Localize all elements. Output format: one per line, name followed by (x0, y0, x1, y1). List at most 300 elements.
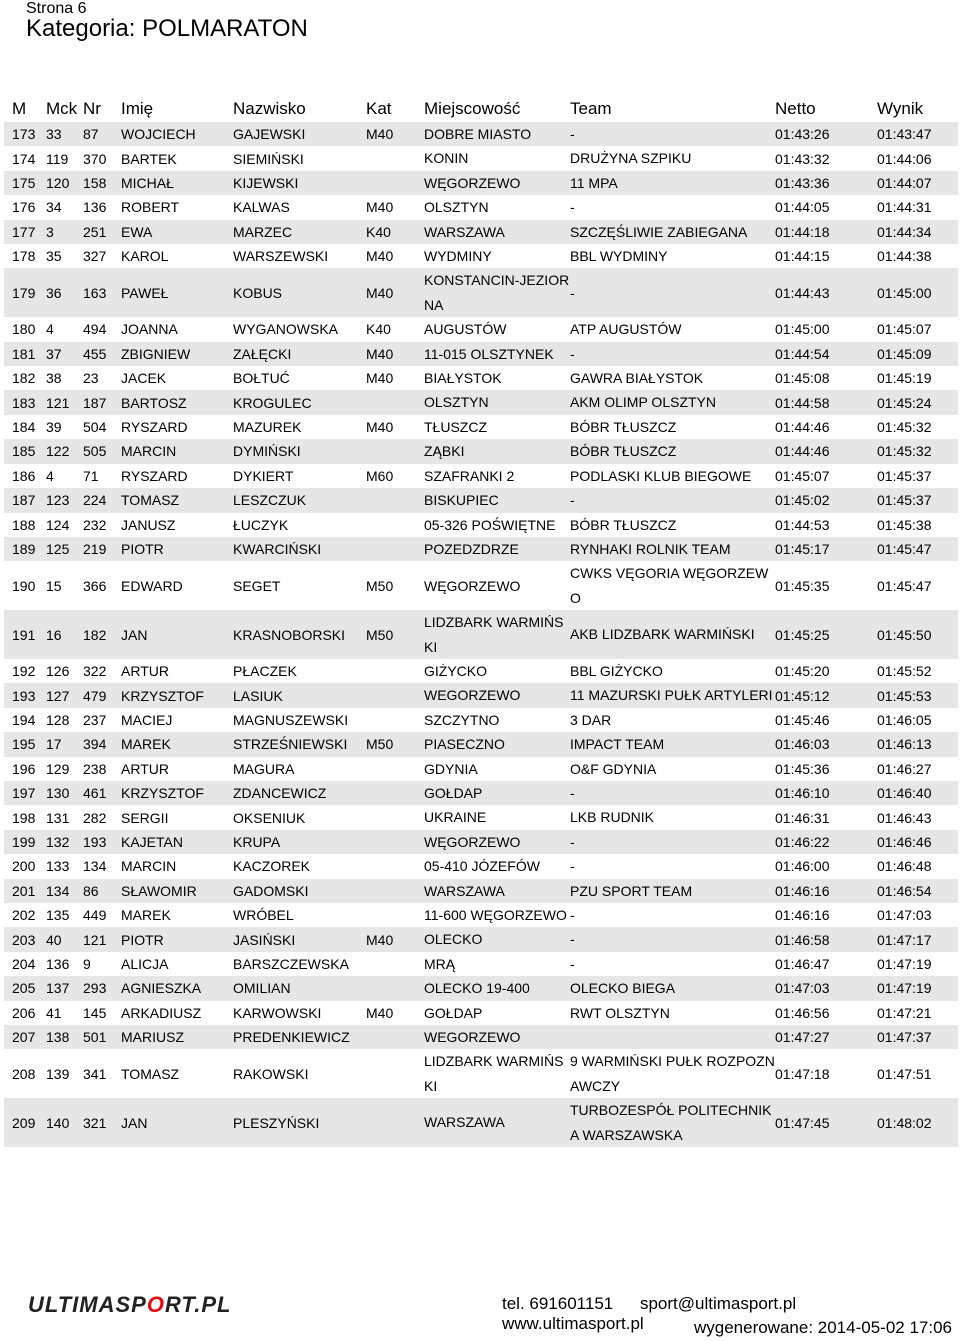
table-cell: 126 (46, 663, 70, 680)
column-header: Nr (83, 99, 101, 118)
table-cell: WYDMINY (424, 248, 492, 265)
table-cell: DRUŻYNA SZPIKU (570, 150, 692, 167)
table-cell (366, 1098, 424, 1147)
table-cell: M40 (366, 927, 424, 951)
table-cell: 01:47:45 (775, 1098, 877, 1147)
table-cell: 134 (46, 879, 83, 903)
table-cell: POZEDZDRZE (424, 537, 570, 561)
table-cell: MAZUREK (233, 419, 302, 436)
table-cell: KONSTANCIN-JEZIORNA (424, 268, 570, 317)
table-cell: WARSZAWA (424, 220, 570, 244)
table-cell: 01:47:37 (877, 1025, 958, 1049)
table-cell: 461 (83, 781, 121, 805)
table-cell: 01:45:36 (775, 760, 830, 777)
table-cell: 01:43:36 (775, 171, 877, 195)
table-cell: 01:45:37 (877, 467, 932, 484)
table-cell: 41 (46, 1004, 62, 1021)
table-cell: 200 (12, 858, 36, 875)
table-row (4, 830, 958, 854)
table-cell: 40 (46, 927, 83, 951)
table-row (4, 708, 958, 732)
table-cell: 01:46:40 (877, 781, 958, 805)
table-cell (366, 903, 424, 927)
table-cell: 01:46:46 (877, 830, 958, 854)
table-cell: LIDZBARK WARMIŃSKI (424, 1053, 564, 1094)
table-cell: 9 (83, 956, 91, 973)
table-cell: 23 (83, 370, 99, 387)
table-cell: 139 (46, 1065, 70, 1082)
table-cell: JOANNA (121, 321, 178, 338)
table-cell: MACIEJ (121, 711, 173, 728)
table-cell: 134 (83, 858, 107, 875)
table-cell: PIOTR (121, 537, 233, 561)
table-cell: 322 (83, 663, 107, 680)
table-cell: 11 MPA (570, 171, 775, 195)
table-cell (366, 1049, 424, 1098)
table-row (4, 903, 958, 927)
table-cell: 01:44:18 (775, 220, 877, 244)
table-cell: 321 (83, 1098, 121, 1147)
table-cell: 01:45:20 (775, 663, 830, 680)
table-cell (366, 1025, 424, 1049)
table-cell: KRUPA (233, 830, 366, 854)
table-cell: RYSZARD (121, 467, 188, 484)
table-cell: LESZCZUK (233, 488, 366, 512)
table-row (4, 195, 958, 219)
table-cell: 01:47:03 (775, 976, 877, 1000)
table-cell: MAREK (121, 732, 233, 756)
table-cell: M50 (366, 577, 394, 594)
table-cell (366, 390, 424, 414)
table-cell: KACZOREK (233, 858, 311, 875)
table-cell: TOMASZ (121, 1065, 180, 1082)
table-cell: 219 (83, 537, 121, 561)
table-cell: PAWEŁ (121, 268, 233, 317)
table-cell: PZU SPORT TEAM (570, 879, 775, 903)
table-cell: - (570, 199, 575, 216)
table-cell: 198 (12, 809, 36, 826)
table-cell (366, 976, 424, 1000)
table-cell: 120 (46, 171, 83, 195)
table-row (4, 927, 958, 951)
table-cell: WRÓBEL (233, 907, 294, 924)
table-cell (366, 146, 424, 170)
table-row (4, 342, 958, 366)
table-cell: 01:44:46 (775, 439, 877, 463)
table-row (4, 488, 958, 512)
table-cell: AUGUSTÓW (424, 321, 507, 338)
table-cell: 01:46:13 (877, 732, 958, 756)
table-cell: KRASNOBORSKI (233, 610, 366, 659)
table-cell: 01:45:53 (877, 683, 958, 707)
table-cell: GOŁDAP (424, 781, 570, 805)
table-row (4, 976, 958, 1000)
table-cell: 187 (83, 390, 121, 414)
page-number: Strona 6 (26, 0, 87, 17)
table-cell: TOMASZ (121, 488, 233, 512)
table-cell: 192 (12, 663, 36, 680)
table-cell: 193 (4, 683, 46, 707)
table-row (4, 464, 958, 488)
table-cell: AKB LIDZBARK WARMIŃSKI (570, 610, 775, 659)
table-cell: M40 (366, 419, 394, 436)
table-cell: 370 (83, 150, 107, 167)
table-cell: 479 (83, 683, 121, 707)
table-cell: MRĄ (424, 955, 456, 972)
table-cell: BÓBR TŁUSZCZ (570, 516, 677, 533)
table-cell: GIŻYCKO (424, 662, 488, 679)
table-cell: 87 (83, 122, 121, 146)
table-cell: WEGORZEWO (424, 683, 570, 707)
table-cell: ZBIGNIEW (121, 342, 233, 366)
column-header: Kat (366, 99, 392, 118)
table-row (4, 220, 958, 244)
table-cell: STRZEŚNIEWSKI (233, 732, 366, 756)
table-cell: 01:46:58 (775, 927, 877, 951)
table-cell: KAROL (121, 248, 169, 265)
table-cell: 176 (12, 199, 36, 216)
table-cell: SIEMIŃSKI (233, 150, 304, 167)
column-header: Mck (46, 99, 78, 118)
table-cell: 208 (12, 1065, 36, 1082)
table-row (4, 854, 958, 878)
table-cell: 195 (4, 732, 46, 756)
ultimasport-logo: ULTIMASPORT.PL (28, 1292, 232, 1317)
table-cell: 207 (4, 1025, 46, 1049)
table-row (4, 1001, 958, 1025)
table-cell: 196 (12, 760, 36, 777)
table-cell: IMPACT TEAM (570, 732, 775, 756)
table-cell: 145 (83, 1004, 107, 1021)
table-cell: 202 (12, 907, 36, 924)
table-cell: ATP AUGUSTÓW (570, 321, 682, 338)
table-cell: 01:45:46 (775, 711, 830, 728)
table-cell: BOŁTUĆ (233, 370, 290, 387)
website-link[interactable]: www.ultimasport.pl (502, 1314, 644, 1333)
table-cell: 01:47:21 (877, 1004, 932, 1021)
table-cell: ŁUCZYK (233, 516, 289, 533)
table-cell: KROGULEC (233, 390, 366, 414)
table-cell: 01:45:50 (877, 610, 958, 659)
table-cell: 38 (46, 370, 62, 387)
table-cell: SERGII (121, 809, 169, 826)
table-cell: - (570, 781, 775, 805)
column-header: Nazwisko (233, 99, 306, 118)
phone: tel. 691601151 (502, 1294, 614, 1313)
table-cell: OLECKO (424, 927, 570, 951)
table-cell: EDWARD (121, 577, 183, 594)
table-cell: SEGET (233, 577, 281, 594)
table-row (4, 122, 958, 146)
table-row (4, 805, 958, 829)
table-cell: 136 (46, 956, 70, 973)
table-cell: 206 (12, 1004, 36, 1021)
table-cell: 01:47:17 (877, 927, 958, 951)
table-cell: PREDENKIEWICZ (233, 1025, 366, 1049)
table-cell: 01:45:12 (775, 683, 877, 707)
table-cell: MAGNUSZEWSKI (233, 711, 349, 728)
table-cell: 293 (83, 976, 121, 1000)
table-cell: DYMIŃSKI (233, 439, 366, 463)
column-header: Miejscowość (424, 99, 521, 118)
table-cell: 01:45:17 (775, 537, 877, 561)
table-cell: KONIN (424, 150, 469, 167)
table-cell (366, 854, 424, 878)
table-cell: BIAŁYSTOK (424, 370, 502, 387)
table-cell: 01:47:18 (775, 1065, 830, 1082)
table-cell: M60 (366, 467, 394, 484)
table-cell: WĘGORZEWO (424, 171, 570, 195)
table-cell (366, 683, 424, 707)
table-cell (366, 805, 424, 829)
table-cell: M40 (366, 248, 394, 265)
table-cell: 173 (4, 122, 46, 146)
table-cell: 232 (83, 516, 107, 533)
table-cell (366, 708, 424, 732)
table-cell: ROBERT (121, 199, 180, 216)
table-cell: M40 (366, 199, 394, 216)
table-cell: 137 (46, 976, 83, 1000)
table-cell: 01:44:15 (775, 248, 830, 265)
table-cell: 190 (12, 577, 36, 594)
table-cell: 01:45:00 (775, 321, 830, 338)
table-cell: 505 (83, 439, 121, 463)
table-cell: OLECKO 19-400 (424, 976, 570, 1000)
table-cell: 121 (46, 390, 83, 414)
table-row (4, 952, 958, 976)
table-cell: OLSZTYN (424, 390, 570, 414)
table-cell: 33 (46, 122, 83, 146)
table-row (4, 879, 958, 903)
table-cell: 501 (83, 1025, 121, 1049)
table-cell: ZDANCEWICZ (233, 781, 366, 805)
table-cell: WARSZAWA (424, 879, 570, 903)
email-link[interactable]: sport@ultimasport.pl (639, 1294, 797, 1313)
table-cell: 01:45:08 (775, 370, 830, 387)
table-cell: 180 (12, 321, 36, 338)
table-cell: 01:47:19 (877, 956, 932, 973)
table-cell: CWKS VĘGORIA WĘGORZEWO (570, 565, 769, 606)
table-cell: 01:47:19 (877, 976, 958, 1000)
table-cell: 182 (12, 370, 36, 387)
table-cell: M50 (366, 610, 424, 659)
table-cell: 193 (83, 830, 121, 854)
table-cell: MAREK (121, 907, 171, 924)
table-cell (366, 659, 424, 683)
table-cell: 237 (83, 711, 107, 728)
table-cell: GAWRA BIAŁYSTOK (570, 370, 704, 387)
table-cell: 01:44:06 (877, 150, 932, 167)
table-cell (366, 879, 424, 903)
table-cell: M40 (366, 370, 394, 387)
table-cell: 01:45:09 (877, 342, 958, 366)
table-row (4, 390, 958, 414)
table-cell: 133 (46, 858, 70, 875)
table-cell: BÓBR TŁUSZCZ (570, 439, 775, 463)
table-cell: 119 (46, 150, 69, 167)
table-cell: 203 (4, 927, 46, 951)
table-cell: 01:45:47 (877, 537, 958, 561)
table-cell: 177 (4, 220, 46, 244)
table-cell: MARCIN (121, 439, 233, 463)
table-cell: 121 (83, 927, 121, 951)
table-cell: 127 (46, 683, 83, 707)
table-cell: 01:44:34 (877, 220, 958, 244)
table-cell: 01:46:03 (775, 732, 877, 756)
table-cell: 3 DAR (570, 711, 612, 728)
table-cell: 4 (46, 467, 54, 484)
table-cell: 01:44:53 (775, 516, 830, 533)
table-cell: 01:45:38 (877, 516, 932, 533)
table-cell: KIJEWSKI (233, 171, 366, 195)
table-cell: WEGORZEWO (424, 1025, 570, 1049)
table-cell: BBL GIŻYCKO (570, 662, 663, 679)
table-cell: KALWAS (233, 199, 290, 216)
table-cell: BARTEK (121, 150, 177, 167)
table-cell: 01:47:03 (877, 907, 932, 924)
table-row (4, 781, 958, 805)
table-cell: ARKADIUSZ (121, 1004, 202, 1021)
table-cell: 01:44:43 (775, 268, 877, 317)
column-header: Team (570, 99, 612, 118)
table-cell: 128 (46, 711, 70, 728)
table-cell (570, 1025, 775, 1049)
table-cell: 01:45:19 (877, 370, 932, 387)
table-cell: O&F GDYNIA (570, 760, 657, 777)
table-cell: 01:44:31 (877, 199, 932, 216)
generated-timestamp: wygenerowane: 2014-05-02 17:06 (693, 1318, 952, 1337)
table-cell: GOŁDAP (424, 1004, 483, 1021)
table-cell: 185 (4, 439, 46, 463)
table-cell: MARZEC (233, 220, 366, 244)
table-cell: 163 (83, 268, 121, 317)
table-cell: RYNHAKI ROLNIK TEAM (570, 537, 775, 561)
table-cell: 504 (83, 419, 107, 436)
table-cell: 135 (46, 907, 70, 924)
table-cell: JASIŃSKI (233, 927, 366, 951)
table-cell: SZCZYTNO (424, 711, 500, 728)
table-cell: MARCIN (121, 858, 177, 875)
table-cell: GADOMSKI (233, 879, 366, 903)
table-cell: 138 (46, 1025, 83, 1049)
table-cell: 01:44:07 (877, 171, 958, 195)
table-cell: 01:46:10 (775, 781, 877, 805)
table-cell: 224 (83, 488, 121, 512)
table-cell: LIDZBARK WARMIŃSKI (424, 610, 570, 659)
table-cell: 130 (46, 781, 83, 805)
table-cell: 01:45:00 (877, 268, 958, 317)
table-cell: 35 (46, 248, 62, 265)
table-cell: WYGANOWSKA (233, 321, 339, 338)
table-row (4, 659, 958, 683)
table-cell: 17 (46, 732, 83, 756)
column-header: Imię (121, 99, 154, 118)
table-cell (366, 757, 424, 781)
table-row (4, 171, 958, 195)
table-cell: 01:44:46 (775, 419, 830, 436)
table-cell: 183 (4, 390, 46, 414)
table-cell: 122 (46, 439, 83, 463)
table-cell: ZĄBKI (424, 439, 570, 463)
table-cell: 01:43:26 (775, 122, 877, 146)
table-cell: PODLASKI KLUB BIEGOWE (570, 467, 752, 484)
table-cell: 9 WARMIŃSKI PUŁK ROZPOZNAWCZY (570, 1053, 775, 1094)
table-cell (366, 513, 424, 537)
table-cell: 184 (12, 419, 36, 436)
table-row (4, 561, 958, 610)
table-cell: 05-326 POŚWIĘTNE (424, 516, 556, 533)
table-cell: M40 (366, 1004, 394, 1021)
table-cell: 01:47:27 (775, 1025, 877, 1049)
table-cell: 01:46:47 (775, 956, 830, 973)
table-cell: 01:47:51 (877, 1065, 932, 1082)
table-cell: 01:45:07 (877, 321, 932, 338)
table-cell: 01:45:25 (775, 610, 877, 659)
table-row (4, 513, 958, 537)
table-cell: 11-600 WĘGORZEWO (424, 907, 567, 923)
table-cell: 01:46:16 (775, 907, 830, 924)
table-cell: 4 (46, 321, 54, 338)
table-cell: M40 (366, 122, 424, 146)
table-cell: 136 (83, 199, 107, 216)
table-cell: 15 (46, 577, 62, 594)
table-row (4, 244, 958, 268)
table-cell: 01:46:27 (877, 760, 932, 777)
header-row (4, 96, 958, 122)
table-cell (366, 952, 424, 976)
table-cell: KAJETAN (121, 830, 233, 854)
table-cell: 01:46:22 (775, 830, 877, 854)
table-cell: KARWOWSKI (233, 1004, 322, 1021)
table-cell: BISKUPIEC (424, 488, 570, 512)
table-cell: BÓBR TŁUSZCZ (570, 418, 677, 435)
table-cell: OLECKO BIEGA (570, 976, 775, 1000)
column-header: Wynik (877, 99, 924, 118)
table-cell: - (570, 927, 775, 951)
table-cell: KWARCIŃSKI (233, 537, 366, 561)
table-cell: ARTUR (121, 663, 169, 680)
table-cell (366, 171, 424, 195)
table-cell: 01:44:05 (775, 199, 830, 216)
table-cell: WĘGORZEWO (424, 577, 521, 594)
column-header: M (12, 99, 27, 118)
table-cell: LASIUK (233, 683, 366, 707)
table-cell: 194 (12, 711, 36, 728)
table-cell: 3 (46, 220, 83, 244)
table-cell: TURBOZESPÓŁ POLITECHNIKA WARSZAWSKA (570, 1098, 775, 1147)
table-cell: 181 (4, 342, 46, 366)
table-cell: 123 (46, 488, 83, 512)
table-cell: M40 (366, 342, 424, 366)
table-cell: 11 MAZURSKI PUŁK ARTYLERI (570, 683, 775, 707)
table-row (4, 1025, 958, 1049)
table-cell: 01:45:47 (877, 577, 932, 594)
table-cell: 204 (12, 956, 36, 973)
table-cell: 71 (83, 467, 99, 484)
results-body (4, 122, 958, 1147)
table-cell: 01:44:54 (775, 342, 877, 366)
table-cell: PIASECZNO (424, 732, 570, 756)
table-cell: 01:43:32 (775, 150, 830, 167)
table-cell: 209 (4, 1098, 46, 1147)
table-cell: BARTOSZ (121, 390, 233, 414)
table-cell: 140 (46, 1098, 83, 1147)
table-cell: 494 (83, 321, 107, 338)
table-cell: K40 (366, 321, 391, 338)
table-cell: 191 (4, 610, 46, 659)
table-cell: - (570, 122, 775, 146)
table-cell: KRZYSZTOF (121, 781, 233, 805)
